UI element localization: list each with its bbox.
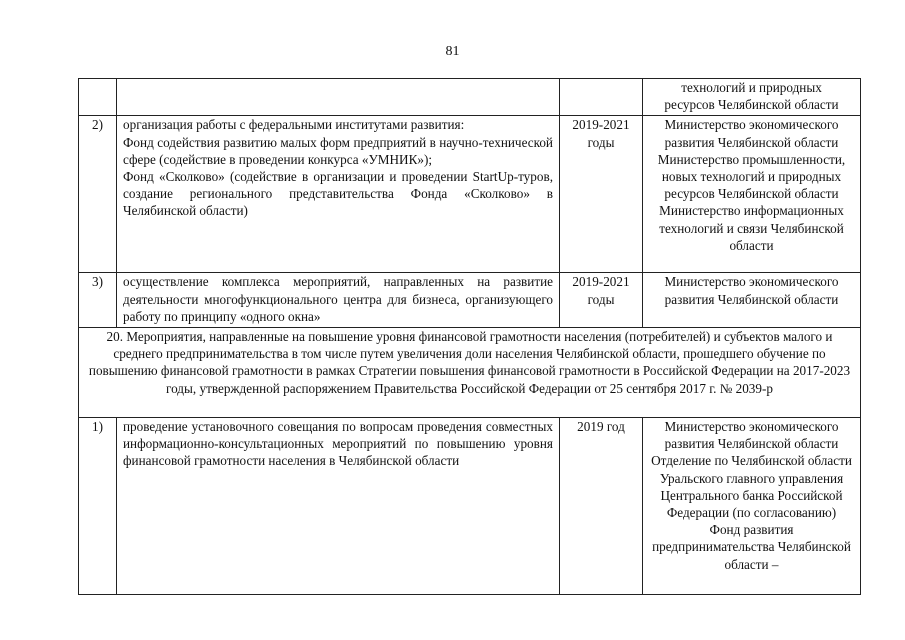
table-row-item-1	[79, 418, 861, 595]
description-line: проведение установочного совещания по вопросам проведения совместных информационно-консультационных мероприятий по повышению уровня финансовой грамотности населения в Челябинской области	[123, 419, 553, 469]
description-line: Фонд «Сколково» (содействие в организации и проведении StartUp-туров, создание регионального представительства Фонда «Сколково» в Челябинской области)	[123, 169, 553, 219]
row-period: 2019-2021 годы	[560, 273, 643, 328]
responsible-line: технологий и природных	[681, 80, 822, 95]
responsible-line: Министерство экономического развития Челябинской области	[664, 117, 839, 150]
row-period: 2019-2021 годы	[560, 116, 643, 273]
responsible-line: Министерство экономического развития Челябинской области	[664, 274, 839, 307]
table-row-continuation	[79, 79, 861, 116]
row-period	[560, 79, 643, 116]
table-row-item-2	[79, 116, 861, 273]
table-row-item-3	[79, 273, 861, 328]
row-responsible	[643, 418, 861, 595]
responsible-line: Отделение по Челябинской области Уральского главного управления Центрального банка Российской Федерации (по согласованию)	[651, 453, 852, 521]
row-responsible	[643, 273, 861, 328]
responsible-line: Фонд развития предпринимательства Челябинской области –	[652, 522, 851, 572]
responsible-line: ресурсов Челябинской области	[664, 97, 839, 113]
row-number: 2)	[79, 116, 117, 273]
row-description	[117, 418, 560, 595]
row-period: 2019 год	[560, 418, 643, 595]
row-description	[117, 116, 560, 273]
row-description	[117, 79, 560, 116]
row-number	[79, 79, 117, 116]
measures-table	[78, 78, 861, 595]
page-number: 81	[445, 44, 460, 59]
table-row-section-heading	[79, 328, 861, 418]
responsible-line: Министерство промышленности, новых технологий и природных ресурсов Челябинской области	[657, 151, 846, 202]
row-number: 1)	[79, 418, 117, 595]
description-line: организация работы с федеральными институтами развития:	[123, 117, 465, 133]
row-number: 3)	[79, 273, 117, 328]
row-responsible	[643, 116, 861, 273]
description-line: осуществление комплекса мероприятий, направленных на развитие деятельности многофункционального центра для бизнеса, организующего работу по принципу «одного окна»	[123, 274, 553, 324]
row-description	[117, 273, 560, 328]
description-line: Фонд содействия развитию малых форм предприятий в научно-технической сфере (содействие в проведении конкурса «УМНИК»);	[123, 134, 553, 167]
section-heading: 20. Мероприятия, направленные на повышение уровня финансовой грамотности населения (потребителей) и субъектов малого и среднего предпринимательства в том числе путем увеличения доли населения Челябинской области, прошедшего обучение по повышению финансовой грамотности в рамках Стратегии повышения финансовой грамотности в Российской Федерации на 2017-2023 годы, утвержденной распоряжением Правительства Российской Федерации от 25 сентября 2017 г. № 2039-р	[79, 328, 861, 418]
responsible-line: Министерство экономического развития Челябинской области	[664, 419, 839, 452]
responsible-line: Министерство информационных технологий и связи Челябинской области	[659, 203, 844, 253]
row-responsible	[643, 79, 861, 116]
